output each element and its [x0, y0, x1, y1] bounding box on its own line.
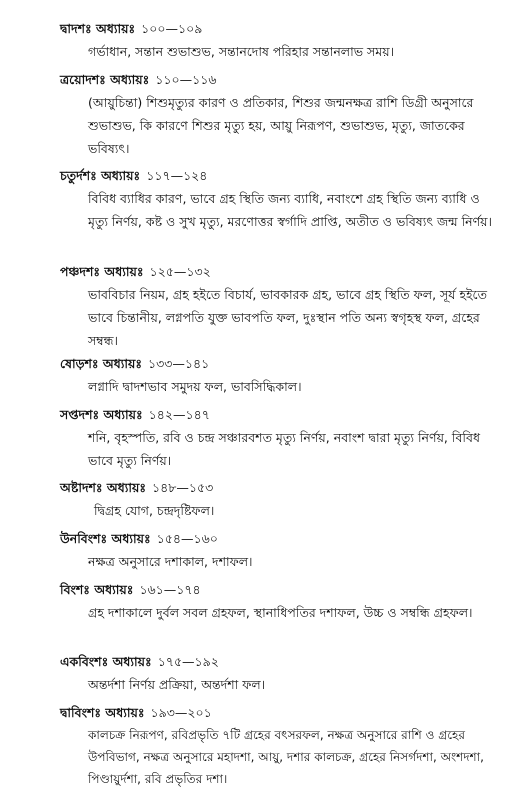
- page-range: ১১৭—১২৪: [146, 168, 208, 183]
- chapter-heading: [60, 356, 209, 372]
- chapter-contents: নক্ষত্র অনুসারে দশাকাল, দশাফল।: [88, 554, 253, 569]
- chapter-contents: গ্রহ দশাকালে দুর্বল সবল গ্রহফল, স্থানাধিপতির দশাফল, উচ্চ ও সম্বন্ধি গ্রহফল।: [88, 605, 473, 620]
- page-range: ১২৫—১৩২: [149, 264, 211, 279]
- chapter-heading: [60, 168, 207, 184]
- chapter-title: সপ্তদশঃ অধ্যায়ঃ: [60, 407, 143, 422]
- chapter-heading: [60, 531, 218, 547]
- chapter-heading: [60, 72, 217, 88]
- chapter-heading: [60, 705, 212, 721]
- page-range: ১৪৮—১৫৩: [152, 480, 214, 495]
- page-range: ১৪২—১৪৭: [148, 407, 210, 422]
- page-range: ১৫৪—১৬০: [156, 531, 218, 546]
- chapter-title: পঞ্চদশঃ অধ্যায়ঃ: [60, 264, 144, 279]
- chapter-contents: কালচক্র নিরূপণ, রবিপ্রভৃতি ৭টি গ্রহের বৎসরফল, নক্ষত্র অনুসারে রাশি ও গ্রহের উপবিভাগ, নক্ষত্র অনুসারে মহাদশা, আয়ু, দশার কালচক্র, গ্রহের নিসর্গদশা, অংশদশা, পিণ্ডায়ুর্দশা, রবি প্রভৃতির দশা।: [88, 728, 484, 786]
- chapter-heading: [60, 21, 202, 37]
- chapter-title: উনবিংশঃ অধ্যায়ঃ: [60, 531, 151, 546]
- chapter-contents: গর্ভাধান, সন্তান শুভাশুভ, সন্তানদোষ পরিহার সন্তানলাভ সময়।: [88, 44, 395, 59]
- chapter-heading: [60, 264, 211, 280]
- chapter-heading: [60, 407, 210, 423]
- chapter-title: দ্বাদশঃ অধ্যায়ঃ: [60, 21, 136, 36]
- chapter-contents: অন্তর্দশা নির্ণয় প্রক্রিয়া, অন্তর্দশা ফল।: [88, 677, 266, 692]
- chapter-title: বিংশঃ অধ্যায়ঃ: [60, 582, 134, 597]
- page-range: ১০০—১০৯: [141, 21, 203, 36]
- chapter-heading: [60, 654, 219, 670]
- page-range: ১১০—১১৬: [155, 72, 217, 87]
- page-range: ১৯৩—২০১: [150, 705, 212, 720]
- chapter-title: দ্বাবিংশঃ অধ্যায়ঃ: [60, 705, 145, 720]
- chapter-contents: দ্বিগ্রহ যোগ, চন্দ্রদৃষ্টিফল।: [94, 503, 215, 518]
- chapter-title: চতুর্দশঃ অধ্যায়ঃ: [60, 168, 141, 183]
- page-range: ১৬১—১৭৪: [139, 582, 201, 597]
- chapter-contents: (আয়ুচিন্তা) শিশুমৃত্যুর কারণ ও প্রতিকার, শিশুর জন্মনক্ষত্র রাশি ডিগ্রী অনুসারে শুভাশুভ, কি কারণে শিশুর মৃত্যু হয়, আয়ু নিরূপণ, শুভাশুভ, মৃত্যু, জাতকের ভবিষ্যৎ।: [88, 95, 474, 156]
- page-range: ১৩৩—১৪১: [148, 356, 210, 371]
- chapter-contents: ভাববিচার নিয়ম, গ্রহ হইতে বিচার্য, ভাবকারক গ্রহ, ভাবে গ্রহ স্থিতি ফল, সূর্য হইতে ভাবে চিন্তানীয়, লগ্নপতি যুক্ত ভাবপতি ফল, দুঃস্থান পতি অন্য স্বগৃহস্থ ফল, গ্রহের সম্বন্ধ।: [88, 287, 487, 348]
- chapter-contents: লগ্নাদি দ্বাদশভাব সমুদয় ফল, ভাবসিদ্ধিকাল।: [88, 379, 302, 394]
- chapter-title: ত্রয়োদশঃ অধ্যায়ঃ: [60, 72, 150, 87]
- chapter-heading: [60, 480, 213, 496]
- chapter-title: ষোড়শঃ অধ্যায়ঃ: [60, 356, 143, 371]
- chapter-contents: শনি, বৃহস্পতি, রবি ও চন্দ্র সঞ্চারবশত মৃত্যু নির্ণয়, নবাংশ দ্বারা মৃত্যু নির্ণয়, বিবিধ ভাবে মৃত্যু নির্ণয়।: [88, 430, 480, 468]
- chapter-heading: [60, 582, 201, 598]
- chapter-title: একবিংশঃ অধ্যায়ঃ: [60, 654, 152, 669]
- chapter-contents: বিবিধ ব্যাধির কারণ, ভাবে গ্রহ স্থিতি জন্য ব্যাধি, নবাংশে গ্রহ স্থিতি জন্য ব্যাধি ও মৃত্যু নির্ণয়, কষ্ট ও সুখ মৃত্যু, মরণোত্তর স্বর্গাদি প্রাপ্তি, অতীত ও ভবিষ্যৎ জন্ম নির্ণয়।: [88, 191, 493, 229]
- chapter-title: অষ্টাদশঃ অধ্যায়ঃ: [60, 480, 147, 495]
- page-range: ১৭৫—১৯২: [157, 654, 219, 669]
